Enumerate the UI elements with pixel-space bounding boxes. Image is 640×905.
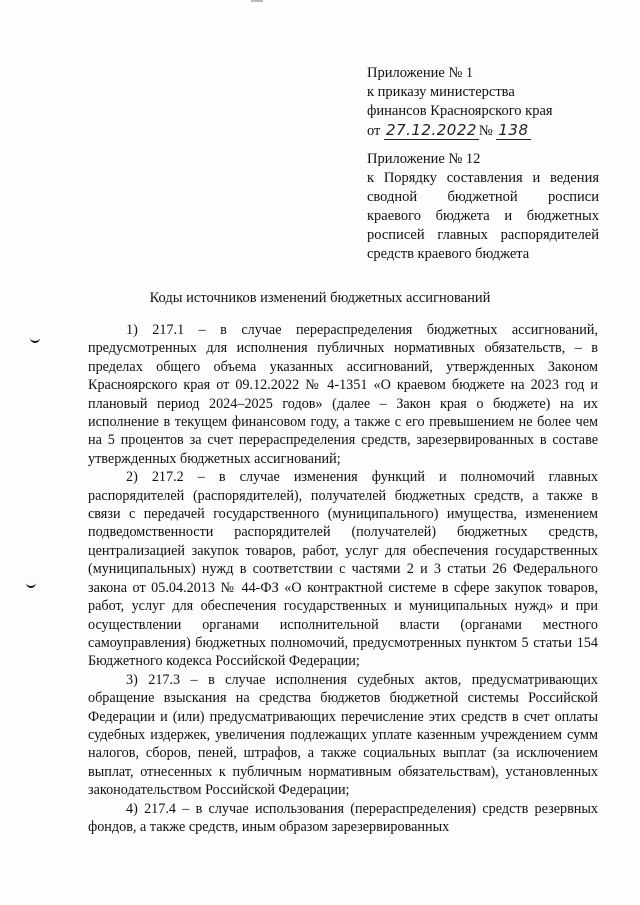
number-label: №: [478, 123, 493, 139]
date-prefix: от: [367, 123, 381, 139]
appendix-1-line: Приложение № 1: [367, 65, 474, 81]
appendix-12-header: [367, 150, 599, 264]
handwritten-date: 27.12.2022: [386, 121, 477, 139]
appendix-12-line: Приложение № 12: [367, 151, 481, 167]
document-body: [88, 321, 598, 836]
paragraph: 2) 217.2 – в случае изменения функций и полномочий главных распорядителей (распорядителей), получателей бюджетных средств, а также в связи с передачей государственного (муниципального) имущества, изменением подведомственности распорядителей (получателей) бюджетных средств, централизацией закупок товаров, работ, услуг для обеспечения государственных (муниципальных) нужд в соответствии с частями 2 и 3 статьи 26 Федерального закона от 05.04.2013 № 44-ФЗ «О контрактной системе в сфере закупок товаров, работ, услуг для обеспечения государственных и муниципальных нужд» и при осуществлении органами исполнительной власти (органами местного самоуправления) бюджетных полномочий, предусмотренных пунктом 5 статьи 154 Бюджетного кодекса Российской Федерации;: [88, 469, 598, 670]
appendix-12-line: краевого бюджета и бюджетных: [367, 208, 599, 224]
appendix-1-header: [367, 64, 599, 141]
margin-mark: [30, 335, 40, 343]
appendix-1-line: к приказу министерства: [367, 84, 515, 100]
document-title: Коды источников изменений бюджетных ассигнований: [149, 290, 491, 306]
paragraph: 3) 217.3 – в случае исполнения судебных актов, предусматривающих обращение взыскания на средства бюджетов бюджетной системы Российской Федерации и (или) предусматривающих перечисление этих средств в счет оплаты судебных издержек, увеличения подлежащих уплате казенным учреждением сумм налогов, сборов, пеней, штрафов, а также социальных выплат (за исключением выплат, отнесенных к публичным нормативным обязательствам), установленных законодательством Российской Федерации;: [88, 671, 598, 799]
appendix-12-line: к Порядку составления и ведения: [367, 170, 599, 186]
margin-mark: [26, 580, 36, 588]
appendix-12-line: сводной бюджетной росписи: [367, 189, 599, 205]
appendix-1-date-line: [367, 121, 599, 141]
appendix-12-line: средств краевого бюджета: [367, 246, 530, 262]
paragraph: 1) 217.1 – в случае перераспределения бюджетных ассигнований, предусмотренных для исполнения публичных нормативных обязательств, – в пределах общего объема указанных ассигнований, утвержденных Законом Красноярского края от 09.12.2022 № 4-1351 «О краевом бюджете на 2023 год и плановый период 2024–2025 годов» (далее – Закон края о бюджете) на их исполнение в текущем финансовом году, а также с его превышением не более чем на 5 процентов за счет перераспределения средств, зарезервированных в составе утвержденных бюджетных ассигнований;: [88, 322, 598, 467]
handwritten-number: 138: [498, 121, 529, 139]
appendix-1-line: финансов Красноярского края: [367, 103, 553, 119]
scan-artifact: [251, 0, 263, 2]
appendix-12-line: росписей главных распорядителей: [367, 227, 599, 243]
paragraph: 4) 217.4 – в случае использования (перераспределения) средств резервных фондов, а также средств, иным образом зарезервированных: [88, 800, 598, 835]
